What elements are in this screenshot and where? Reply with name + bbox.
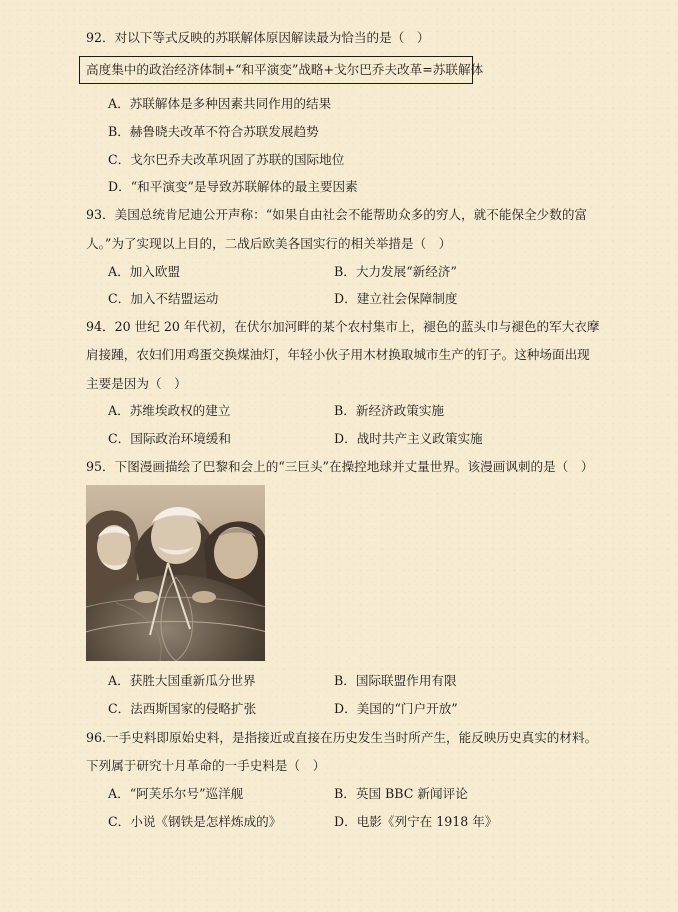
- q93-stem-line1: 93．美国总统肯尼迪公开声称：“如果自由社会不能帮助众多的穷人，就不能保全少数的富: [86, 207, 588, 222]
- q95-option-b[interactable]: B．国际联盟作用有限: [334, 673, 457, 688]
- q92-option-d[interactable]: D．“和平演变”是导致苏联解体的最主要因素: [108, 179, 358, 194]
- q94-option-a[interactable]: A．苏维埃政权的建立: [108, 403, 231, 418]
- q94-option-b[interactable]: B．新经济政策实施: [334, 403, 445, 418]
- q93-option-a[interactable]: A．加入欧盟: [108, 264, 181, 279]
- q96-option-b[interactable]: B．英国 BBC 新闻评论: [334, 786, 468, 801]
- q94-stem-line1: 94．20 世纪 20 年代初，在伏尔加河畔的某个农村集市上，褪色的蓝头巾与褪色的军大衣摩: [86, 319, 600, 334]
- q93-stem-line2: 人。”为了实现以上目的，二战后欧美各国实行的相关举措是（ ）: [86, 236, 452, 251]
- q94-option-c[interactable]: C．国际政治环境缓和: [108, 431, 231, 446]
- q95-option-c[interactable]: C．法西斯国家的侵略扩张: [108, 701, 257, 716]
- q94-stem-line2: 肩接踵，农妇们用鸡蛋交换煤油灯，年轻小伙子用木材换取城市生产的钉子。这种场面出现: [86, 347, 590, 362]
- q93-option-c[interactable]: C．加入不结盟运动: [108, 291, 219, 306]
- q95-stem: 95．下图漫画描绘了巴黎和会上的“三巨头”在操控地球并丈量世界。该漫画讽刺的是（ ）: [86, 459, 594, 474]
- q92-option-c[interactable]: C．戈尔巴乔夫改革巩固了苏联的国际地位: [108, 152, 345, 167]
- q93-option-d[interactable]: D．建立社会保障制度: [334, 291, 458, 306]
- big-three-cartoon-image: [86, 485, 265, 661]
- q92-option-a[interactable]: A．苏联解体是多种因素共同作用的结果: [108, 96, 332, 111]
- q96-option-d[interactable]: D．电影《列宁在 1918 年》: [334, 814, 498, 829]
- q96-stem-line2: 下列属于研究十月革命的一手史料是（ ）: [86, 758, 326, 773]
- q95-option-d[interactable]: D．美国的“门户开放”: [334, 701, 458, 716]
- q94-option-d[interactable]: D．战时共产主义政策实施: [334, 431, 483, 446]
- q92-stem: 92．对以下等式反映的苏联解体原因解读最为恰当的是（ ）: [86, 30, 430, 45]
- q92-option-b[interactable]: B．赫鲁晓夫改革不符合苏联发展趋势: [108, 124, 319, 139]
- q96-option-c[interactable]: C．小说《钢铁是怎样炼成的》: [108, 814, 282, 829]
- q93-option-b[interactable]: B．大力发展“新经济”: [334, 264, 457, 279]
- q92-equation-box: 高度集中的政治经济体制+“和平演变”战略+戈尔巴乔夫改革=苏联解体: [79, 56, 473, 84]
- q94-stem-line3: 主要是因为（ ）: [86, 376, 187, 391]
- q95-option-a[interactable]: A．获胜大国重新瓜分世界: [108, 673, 256, 688]
- q96-option-a[interactable]: A．“阿芙乐尔号”巡洋舰: [108, 786, 244, 801]
- q96-stem-line1: 96.一手史料即原始史料，是指接近或直接在历史发生当时所产生，能反映历史真实的材料。: [86, 730, 598, 745]
